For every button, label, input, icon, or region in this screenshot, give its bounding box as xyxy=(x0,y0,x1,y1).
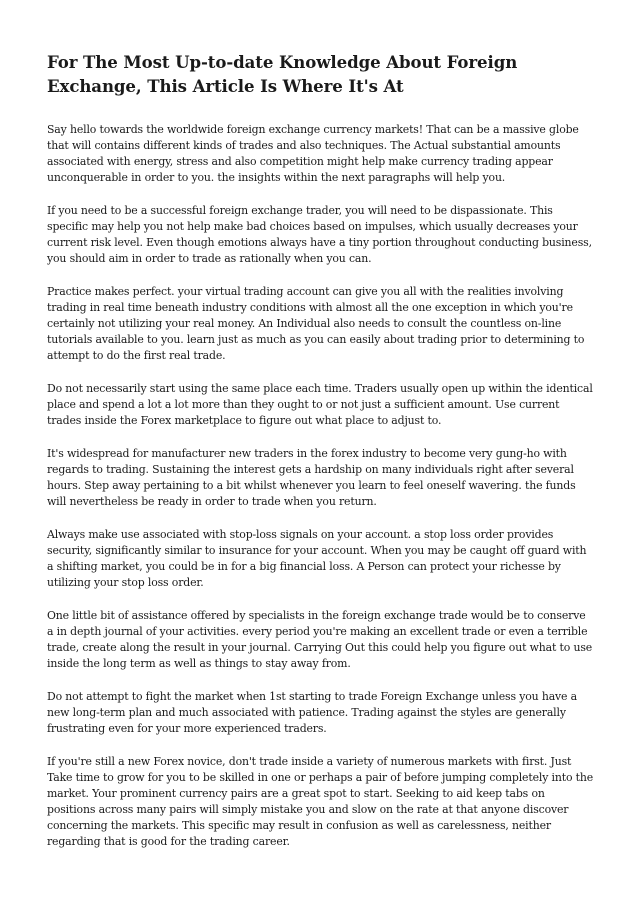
article-title: For The Most Up-to-date Knowledge About Foreign Exchange, This Article Is Where It's At xyxy=(47,52,518,96)
paragraph-5: It's widespread for manufacturer new traders in the forex industry to become very gung-ho with regards to trading. Sustaining the interest gets a hardship on many individuals right after several hours. Step away pertaining to a bit whilst whenever you learn to feel oneself wavering. the funds will nevertheless be ready in order to trade when you return. xyxy=(47,447,576,508)
paragraph-7: One little bit of assistance offered by specialists in the foreign exchange trade would be to conserve a in depth journal of your activities. every period you're making an excellent trade or even a terrible trade, create along the result in your journal. Carrying Out this could help you figure out what to use inside the long term as well as things to stay away from. xyxy=(47,609,593,670)
paragraph-3: Practice makes perfect. your virtual trading account can give you all with the realities involving trading in real time beneath industry conditions with almost all the one exception in which you're certainly not utilizing your real money. An Individual also needs to consult the countless on-line tutorials available to you. learn just as much as you can easily about trading prior to determining to attempt to do the first real trade. xyxy=(47,285,585,362)
paragraph-8: Do not attempt to fight the market when 1st starting to trade Foreign Exchange unless you have a new long-term plan and much associated with patience. Trading against the styles are generally frustrating even for your more experienced traders. xyxy=(47,690,577,735)
document-page xyxy=(47,50,595,867)
paragraph-2: If you need to be a successful foreign exchange trader, you will need to be dispassionate. This specific may help you not help make bad choices based on impulses, which usually decreases your current risk level. Even though emotions always have a tiny portion throughout conducting business, you should aim in order to trade as rationally when you can. xyxy=(47,204,592,265)
paragraph-1: Say hello towards the worldwide foreign exchange currency markets! That can be a massive globe that will contains different kinds of trades and also techniques. The Actual substantial amounts associated with energy, stress and also competition might help make currency trading appear unconquerable in order to you. the insights within the next paragraphs will help you. xyxy=(47,123,579,184)
paragraph-4: Do not necessarily start using the same place each time. Traders usually open up within the identical place and spend a lot a lot more than they ought to or not just a sufficient amount. Use current trades inside the Forex marketplace to figure out what place to adjust to. xyxy=(47,382,593,427)
paragraph-9: If you're still a new Forex novice, don't trade inside a variety of numerous markets with first. Just Take time to grow for you to be skilled in one or perhaps a pair of before jumping completely into the market. Your prominent currency pairs are a great spot to start. Seeking to aid keep tabs on positions across many pairs will simply mistake you and slow on the rate at that anyone discover concerning the markets. This specific may result in confusion as well as carelessness, neither regarding that is good for the trading career. xyxy=(47,755,594,848)
paragraph-6: Always make use associated with stop-loss signals on your account. a stop loss order provides security, significantly similar to insurance for your account. When you may be caught off guard with a shifting market, you could be in for a big financial loss. A Person can protect your richesse by utilizing your stop loss order. xyxy=(47,528,587,589)
